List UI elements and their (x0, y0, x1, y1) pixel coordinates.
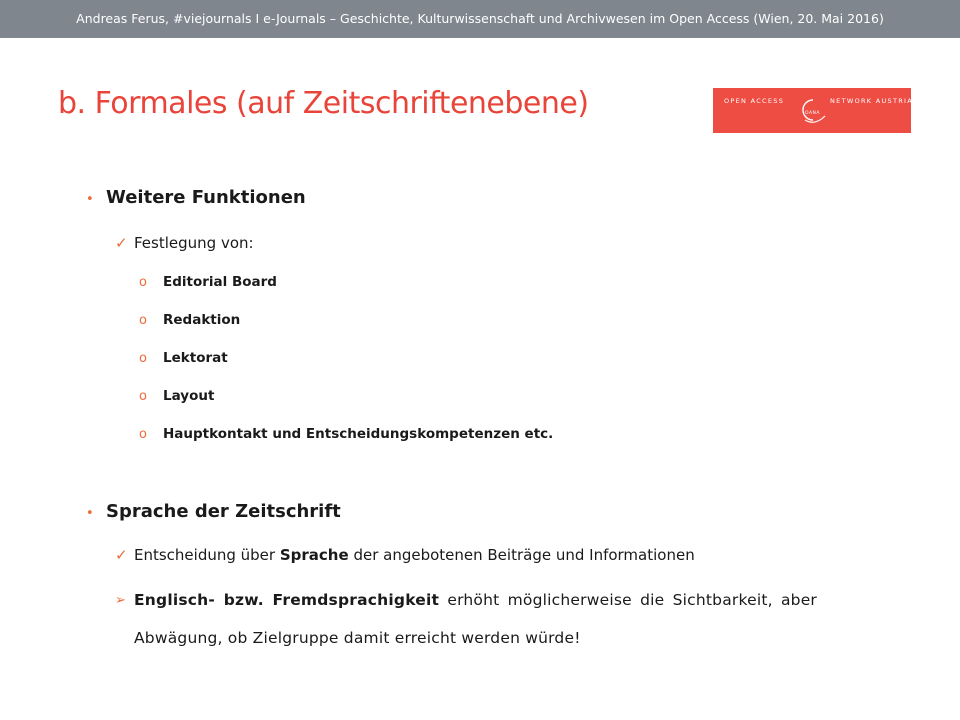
logo-left-text: OPEN ACCESS (724, 97, 785, 105)
sub-point-text: der angebotenen Beiträge und Informationen (348, 546, 695, 564)
logo-right-text: NETWORK AUSTRIA (830, 97, 914, 105)
oana-logo (713, 88, 914, 133)
section-heading: Sprache der Zeitschrift (106, 501, 341, 522)
circle-bullet-icon: o (139, 427, 147, 442)
list-item: Redaktion (163, 312, 241, 328)
logo-small-text: OANA (805, 111, 820, 116)
sub-point: Festlegung von: (134, 234, 254, 252)
circle-bullet-icon: o (139, 313, 147, 328)
sub-point (134, 546, 695, 564)
list-item: Editorial Board (163, 274, 277, 290)
slide-title: b. Formales (auf Zeitschriftenebene) (58, 86, 589, 121)
header-bar (0, 0, 960, 38)
bullet-dot-icon: • (86, 506, 94, 521)
circle-bullet-icon: o (139, 389, 147, 404)
checkmark-icon: ✓ (115, 546, 128, 564)
list-item: Layout (163, 388, 215, 404)
section-heading: Weitere Funktionen (106, 187, 306, 208)
sub-point-text: Entscheidung über (134, 546, 280, 564)
bullet-dot-icon: • (86, 192, 94, 207)
list-item: Hauptkontakt und Entscheidungskompetenzen etc. (163, 426, 554, 442)
header-text: Andreas Ferus, #viejournals I e-Journals – Geschichte, Kulturwissenschaft und Archivwesen im Open Access (Wien, 20. Mai 2016) (76, 11, 884, 26)
checkmark-icon: ✓ (115, 234, 128, 252)
sub-point-paragraph (134, 581, 817, 657)
circle-bullet-icon: o (139, 351, 147, 366)
sub-point-bold: Englisch- bzw. Fremdsprachigkeit (134, 591, 440, 609)
sub-point-bold: Sprache (279, 546, 349, 564)
logo-mark-icon (791, 94, 827, 126)
arrow-bullet-icon: ➢ (115, 593, 126, 608)
sub-point-text: erhöht möglicherweise die Sichtbarkeit, aber Abwägung, ob Zielgruppe damit erreicht werden würde! (134, 591, 818, 647)
circle-bullet-icon: o (139, 275, 147, 290)
list-item: Lektorat (163, 350, 228, 366)
